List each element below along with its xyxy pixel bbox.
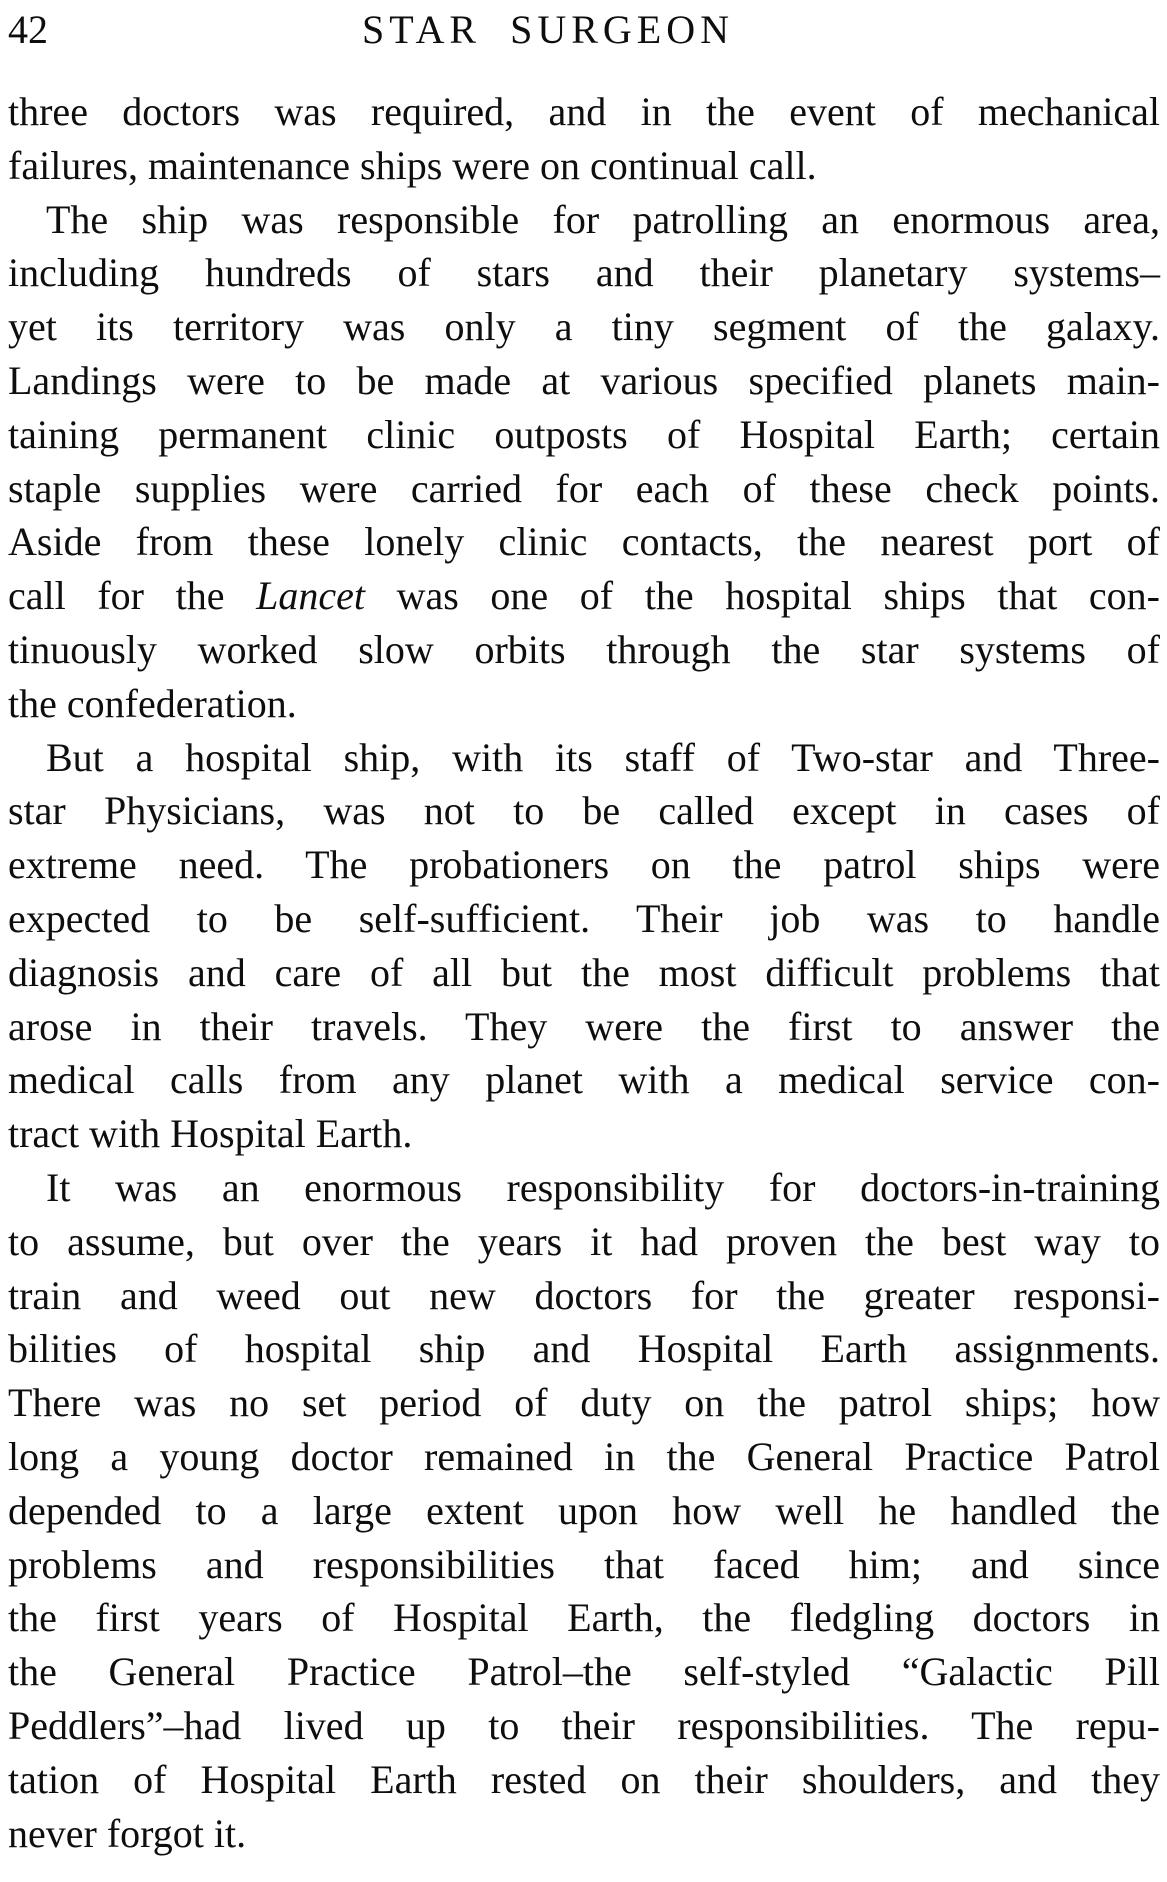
text-segment: was one of the hospital ships that con- <box>364 573 1160 619</box>
text-segment: Peddlers”–had lived up to their responsibilities. The repu- <box>8 1702 1160 1748</box>
text-line <box>8 300 1160 354</box>
text-line <box>8 623 1160 677</box>
text-line <box>8 1753 1160 1807</box>
text-segment: Landings were to be made at various specified planets main- <box>8 357 1160 403</box>
text-line <box>8 1269 1160 1323</box>
text-line <box>8 1000 1160 1054</box>
text-segment: medical calls from any planet with a medical service con- <box>8 1057 1160 1103</box>
text-segment: tinuously worked slow orbits through the star systems of <box>8 626 1160 672</box>
text-segment: tract with Hospital Earth. <box>8 1111 413 1157</box>
text-line <box>8 677 1160 731</box>
text-line <box>8 1807 1160 1861</box>
running-title: STAR SURGEON <box>362 7 734 52</box>
text-line <box>8 1430 1160 1484</box>
text-segment: never forgot it. <box>8 1810 247 1856</box>
text-line <box>8 462 1160 516</box>
text-segment: yet its territory was only a tiny segment of the galaxy. <box>8 304 1160 350</box>
text-line <box>8 1322 1160 1376</box>
text-line <box>8 408 1160 462</box>
text-line <box>8 1591 1160 1645</box>
text-line <box>8 892 1160 946</box>
italic-text: Lancet <box>256 573 365 619</box>
paragraph <box>8 731 1160 1161</box>
page-number: 42 <box>8 7 48 52</box>
text-line <box>8 569 1160 623</box>
paragraph <box>8 193 1160 731</box>
text-line <box>8 246 1160 300</box>
text-line <box>8 354 1160 408</box>
text-segment: There was no set period of duty on the patrol ships; how <box>8 1380 1160 1426</box>
text-segment: staple supplies were carried for each of these check points. <box>8 465 1160 511</box>
paragraph <box>8 1161 1160 1860</box>
text-segment: It was an enormous responsibility for doctors-in-training <box>46 1164 1160 1210</box>
page-body <box>8 85 1160 1860</box>
text-line <box>8 1376 1160 1430</box>
text-segment: arose in their travels. They were the first to answer the <box>8 1003 1160 1049</box>
text-line <box>8 85 1160 139</box>
text-segment: call for the <box>8 573 257 619</box>
text-segment: extreme need. The probationers on the patrol ships were <box>8 842 1160 888</box>
text-line <box>8 515 1160 569</box>
text-line <box>8 1699 1160 1753</box>
text-line <box>8 139 1160 193</box>
text-segment: diagnosis and care of all but the most difficult problems that <box>8 949 1160 995</box>
text-line <box>8 838 1160 892</box>
text-segment: expected to be self-sufficient. Their job was to handle <box>8 895 1160 941</box>
text-segment: star Physicians, was not to be called except in cases of <box>8 788 1160 834</box>
page-header <box>0 4 1167 60</box>
text-segment: Aside from these lonely clinic contacts, the nearest port of <box>8 519 1160 565</box>
text-segment: But a hospital ship, with its staff of Two-star and Three- <box>46 734 1160 780</box>
text-line <box>8 1645 1160 1699</box>
text-segment: bilities of hospital ship and Hospital Earth assignments. <box>8 1326 1160 1372</box>
text-segment: the first years of Hospital Earth, the fledgling doctors in <box>8 1595 1160 1641</box>
text-line <box>8 1484 1160 1538</box>
text-segment: problems and responsibilities that faced him; and since <box>8 1541 1160 1587</box>
text-segment: tation of Hospital Earth rested on their shoulders, and they <box>8 1756 1160 1802</box>
text-segment: three doctors was required, and in the event of mechanical <box>8 89 1160 134</box>
text-segment: failures, maintenance ships were on continual call. <box>8 142 817 188</box>
text-line <box>8 1215 1160 1269</box>
text-line <box>8 731 1160 785</box>
text-segment: to assume, but over the years it had proven the best way to <box>8 1218 1160 1264</box>
text-segment: The ship was responsible for patrolling an enormous area, <box>46 196 1160 242</box>
text-line <box>8 1538 1160 1592</box>
paragraph <box>8 85 1160 193</box>
text-line <box>8 1161 1160 1215</box>
text-segment: the confederation. <box>8 680 297 726</box>
text-line <box>8 784 1160 838</box>
text-line <box>8 1107 1160 1161</box>
text-line <box>8 1053 1160 1107</box>
text-segment: taining permanent clinic outposts of Hospital Earth; certain <box>8 411 1160 457</box>
text-segment: including hundreds of stars and their planetary systems– <box>8 250 1160 296</box>
text-segment: train and weed out new doctors for the greater responsi- <box>8 1272 1160 1318</box>
text-segment: depended to a large extent upon how well he handled the <box>8 1487 1160 1533</box>
text-segment: long a young doctor remained in the General Practice Patrol <box>8 1433 1160 1479</box>
text-line <box>8 193 1160 247</box>
text-segment: the General Practice Patrol–the self-styled “Galactic Pill <box>8 1649 1160 1695</box>
text-line <box>8 946 1160 1000</box>
